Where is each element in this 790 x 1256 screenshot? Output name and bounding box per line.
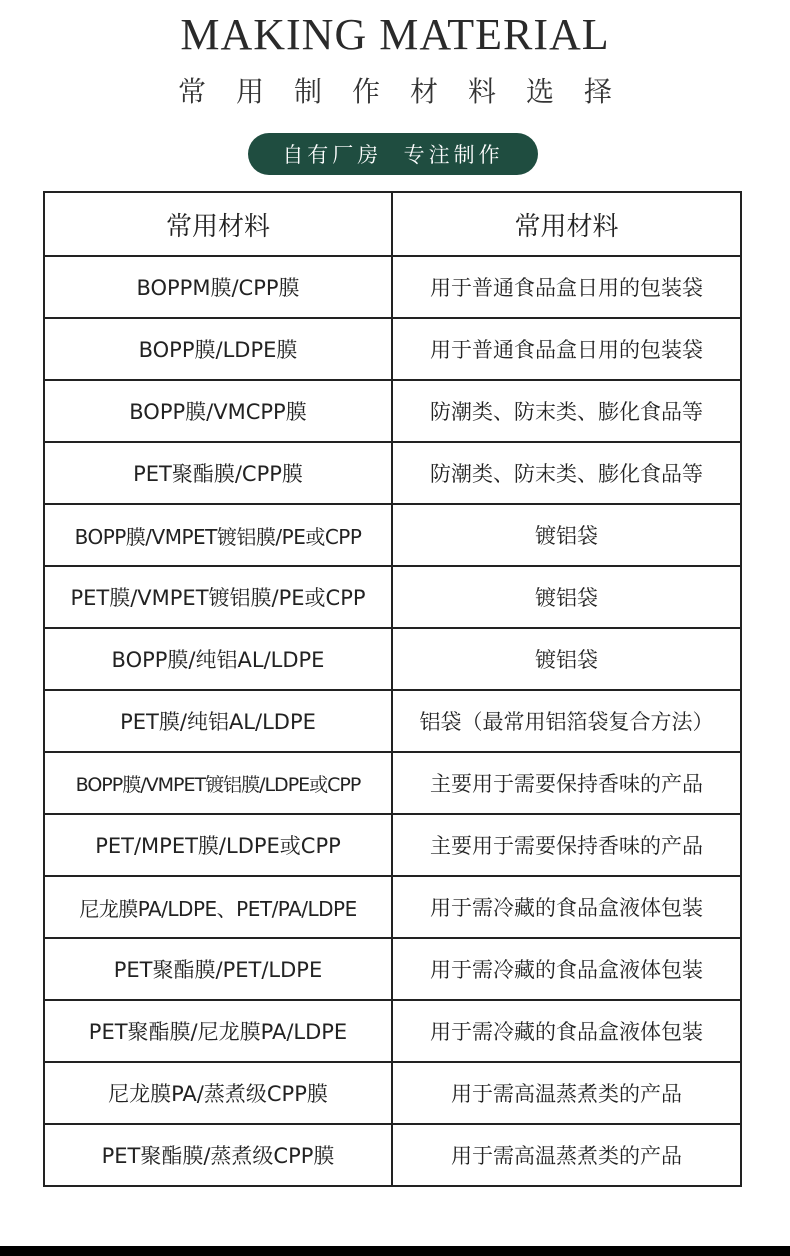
material-cell: PET膜/纯铝AL/LDPE xyxy=(44,690,392,752)
material-cell: PET聚酯膜/CPP膜 xyxy=(44,442,392,504)
usage-cell: 用于需冷藏的食品盒液体包装 xyxy=(392,1000,741,1062)
material-cell: BOPP膜/VMPET镀铝膜/LDPE或CPP xyxy=(44,752,392,814)
table-row xyxy=(44,442,741,504)
usage-cell: 用于普通食品盒日用的包装袋 xyxy=(392,318,741,380)
usage-cell: 用于需冷藏的食品盒液体包装 xyxy=(392,876,741,938)
page-title-english: MAKING MATERIAL xyxy=(180,10,610,59)
page-title-chinese: 常用制作材料选择 xyxy=(177,75,642,108)
usage-cell: 镀铝袋 xyxy=(392,628,741,690)
table-row xyxy=(44,1062,741,1124)
table-row xyxy=(44,318,741,380)
table-row xyxy=(44,256,741,318)
material-cell: PET聚酯膜/PET/LDPE xyxy=(44,938,392,1000)
material-cell: BOPPM膜/CPP膜 xyxy=(44,256,392,318)
usage-cell: 防潮类、防末类、膨化食品等 xyxy=(392,380,741,442)
bottom-divider-bar xyxy=(0,1246,790,1256)
table-row xyxy=(44,938,741,1000)
usage-cell: 用于需冷藏的食品盒液体包装 xyxy=(392,938,741,1000)
material-cell: BOPP膜/VMCPP膜 xyxy=(44,380,392,442)
table-row xyxy=(44,814,741,876)
usage-cell: 镀铝袋 xyxy=(392,566,741,628)
material-cell: 尼龙膜PA/LDPE、PET/PA/LDPE xyxy=(44,876,392,938)
material-cell: PET聚酯膜/尼龙膜PA/LDPE xyxy=(44,1000,392,1062)
table-row xyxy=(44,1000,741,1062)
usage-cell: 主要用于需要保持香味的产品 xyxy=(392,814,741,876)
table-row xyxy=(44,752,741,814)
materials-table xyxy=(43,191,742,1187)
usage-cell: 主要用于需要保持香味的产品 xyxy=(392,752,741,814)
column-header-material: 常用材料 xyxy=(44,192,392,256)
table-row xyxy=(44,690,741,752)
usage-cell: 镀铝袋 xyxy=(392,504,741,566)
table-row xyxy=(44,1124,741,1186)
factory-badge: 自有厂房 专注制作 xyxy=(248,133,538,175)
table-row xyxy=(44,504,741,566)
usage-cell: 防潮类、防末类、膨化食品等 xyxy=(392,442,741,504)
usage-cell: 铝袋（最常用铝箔袋复合方法） xyxy=(392,690,741,752)
material-cell: 尼龙膜PA/蒸煮级CPP膜 xyxy=(44,1062,392,1124)
column-header-usage: 常用材料 xyxy=(392,192,741,256)
table-row xyxy=(44,566,741,628)
material-cell: PET聚酯膜/蒸煮级CPP膜 xyxy=(44,1124,392,1186)
table-row xyxy=(44,628,741,690)
usage-cell: 用于普通食品盒日用的包装袋 xyxy=(392,256,741,318)
material-cell: BOPP膜/纯铝AL/LDPE xyxy=(44,628,392,690)
usage-cell: 用于需高温蒸煮类的产品 xyxy=(392,1124,741,1186)
usage-cell: 用于需高温蒸煮类的产品 xyxy=(392,1062,741,1124)
material-cell: BOPP膜/VMPET镀铝膜/PE或CPP xyxy=(44,504,392,566)
table-header-row xyxy=(44,192,741,256)
table-row xyxy=(44,876,741,938)
material-cell: PET膜/VMPET镀铝膜/PE或CPP xyxy=(44,566,392,628)
material-cell: BOPP膜/LDPE膜 xyxy=(44,318,392,380)
table-row xyxy=(44,380,741,442)
material-cell: PET/MPET膜/LDPE或CPP xyxy=(44,814,392,876)
